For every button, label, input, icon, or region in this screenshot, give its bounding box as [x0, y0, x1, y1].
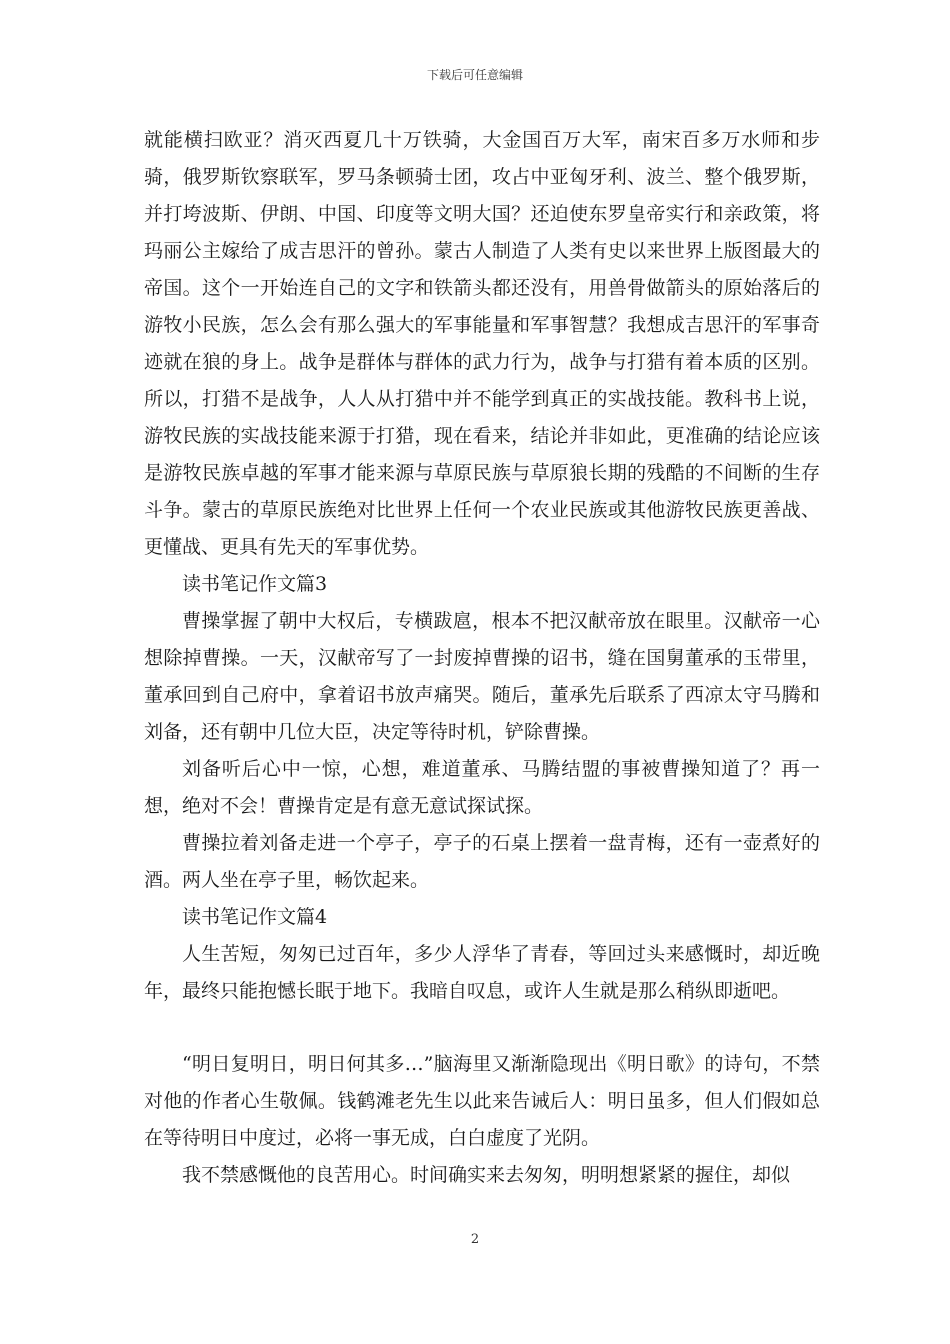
section-heading-4: 读书笔记作文篇4 — [182, 906, 328, 928]
page-header: 下载后可任意编辑 — [426, 68, 523, 82]
paragraph-continuation: 就能横扫欧亚？消灭西夏几十万铁骑，大金国百万大军，南宋百多万水师和步骑，俄罗斯钦察联军，罗马条顿骑士团，攻占中亚匈牙利、波兰、整个俄罗斯，并打垮波斯、伊朗、中国、印度等文明大国？还迫使东罗皇帝实行和亲政策，将玛丽公主嫁给了成吉思汗的曾孙。蒙古人制造了人类有史以来世界上版图最大的帝国。这个一开始连自己的文字和铁箭头都还没有，用兽骨做箭头的原始落后的游牧小民族，怎么会有那么强大的军事能量和军事智慧？我想成吉思汗的军事奇迹就在狼的身上。战争是群体与群体的武力行为，战争与打猎有着本质的区别。所以，打猎不是战争，人人从打猎中并不能学到真正的实战技能。教科书上说，游牧民族的实战技能来源于打猎，现在看来，结论并非如此，更准确的结论应该是游牧民族卓越的军事才能来源与草原民族与草原狼长期的残酷的不间断的生存斗争。蒙古的草原民族绝对比世界上任何一个农业民族或其他游牧民族更善战、更懂战、更具有先天的军事优势。 — [144, 129, 820, 558]
paragraph-liu-bei: 刘备听后心中一惊，心想，难道董承、马腾结盟的事被曹操知道了？再一想，绝对不会！曹操肯定是有意无意试探试探。 — [144, 758, 820, 817]
paragraph-life-short: 人生苦短，匆匆已过百年，多少人浮华了青春，等回过头来感慨时，却近晚年，最终只能抱憾长眠于地下。我暗自叹息，或许人生就是那么稍纵即逝吧。 — [144, 943, 820, 1002]
paragraph-time: 我不禁感慨他的良苦用心。时间确实来去匆匆，明明想紧紧的握住，却似 — [182, 1164, 791, 1186]
paragraph-tomorrow-song: “明日复明日，明日何其多…”脑海里又渐渐隐现出《明日歌》的诗句，不禁对他的作者心生敬佩。钱鹤滩老先生以此来告诫后人：明日虽多，但人们假如总在等待明日中度过，必将一事无成，白白虚度了光阴。 — [144, 1053, 820, 1149]
document-body — [144, 122, 820, 1194]
section-heading-3: 读书笔记作文篇3 — [182, 573, 328, 595]
paragraph-pavilion: 曹操拉着刘备走进一个亭子，亭子的石桌上摆着一盘青梅，还有一壶煮好的酒。两人坐在亭子里，畅饮起来。 — [144, 832, 820, 891]
page-number: 2 — [470, 1232, 480, 1247]
paragraph-cao-cao: 曹操掌握了朝中大权后，专横跋扈，根本不把汉献帝放在眼里。汉献帝一心想除掉曹操。一天，汉献帝写了一封废掉曹操的诏书，缝在国舅董承的玉带里，董承回到自己府中，拿着诏书放声痛哭。随后，董承先后联系了西凉太守马腾和刘备，还有朝中几位大臣，决定等待时机，铲除曹操。 — [144, 610, 820, 743]
